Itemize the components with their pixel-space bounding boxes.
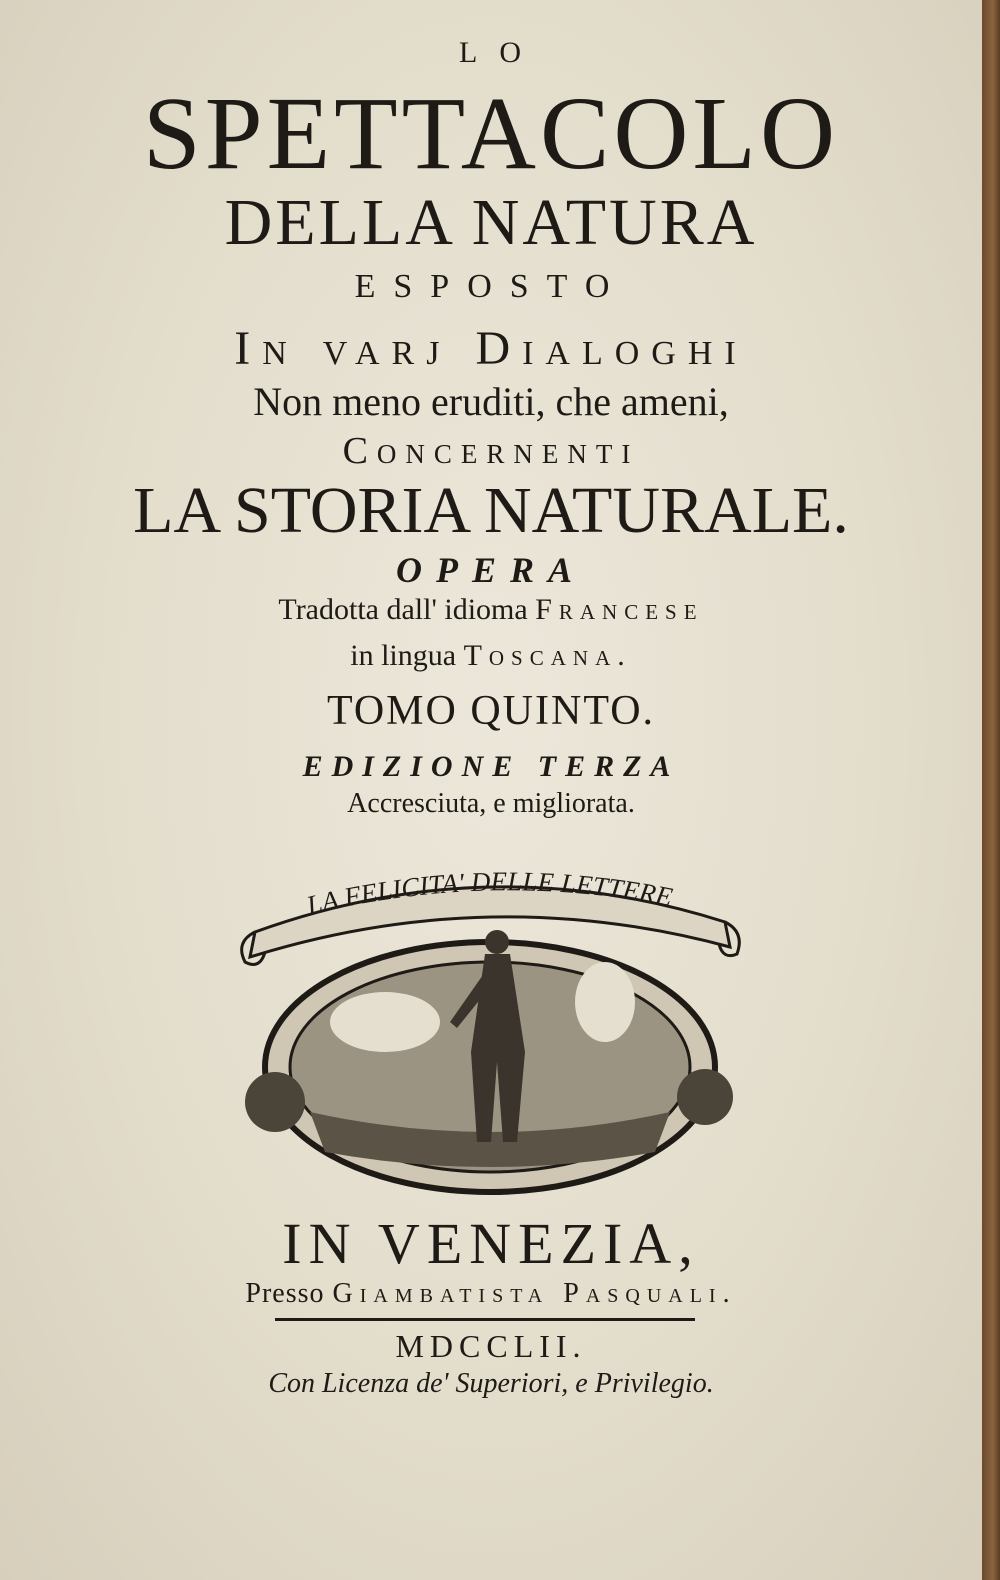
device-foliage-left <box>245 1072 305 1132</box>
title-line-in-vari-dialoghi: In varj Dialoghi <box>234 322 748 375</box>
imprint-license: Con Licenza de' Superiori, e Privilegio. <box>268 1368 714 1399</box>
target-language-line <box>0 641 982 671</box>
translation-line <box>0 595 982 625</box>
printer-device-vignette <box>235 852 745 1202</box>
device-cloud-left <box>330 992 440 1052</box>
subtitle-line-concernenti: Concernenti <box>342 430 640 472</box>
title-line-spettacolo: SPETTACOLO <box>142 76 840 191</box>
title-line-della-natura: DELLA NATURA <box>224 186 758 259</box>
label-opera: OPERA <box>395 550 587 590</box>
imprint-printer-name: Giambatista Pasquali. <box>332 1278 737 1309</box>
translation-source-language: Francese <box>535 593 704 626</box>
edition-note: Accresciuta, e migliorata. <box>347 788 635 819</box>
title-line-storia-naturale: LA STORIA NATURALE. <box>133 474 849 547</box>
device-foliage-right <box>677 1069 733 1125</box>
imprint-city: IN VENEZIA, <box>282 1211 700 1276</box>
target-language-text: in lingua <box>350 639 457 672</box>
volume-line: TOMO QUINTO. <box>326 688 656 734</box>
imprint-year: MDCCLII. <box>395 1328 587 1364</box>
edition-line: EDIZIONE TERZA <box>302 750 680 783</box>
device-motto-text: LA FELICITA' DELLE LETTERE <box>303 866 675 921</box>
imprint-rule <box>275 1318 695 1321</box>
title-line-esposto: ESPOSTO <box>354 268 628 305</box>
title-line-lo: LO <box>459 36 543 69</box>
device-cloud-right <box>575 962 635 1042</box>
subtitle-line-non-meno: Non meno eruditi, che ameni, <box>253 379 729 424</box>
page-edge-cover <box>982 0 1000 1580</box>
imprint-presso: Presso <box>245 1278 325 1309</box>
translation-text: Tradotta dall' idioma <box>278 593 528 626</box>
device-figure-head <box>485 930 509 954</box>
imprint-printer-line <box>0 1280 982 1308</box>
target-language-name: Toscana. <box>463 639 632 672</box>
